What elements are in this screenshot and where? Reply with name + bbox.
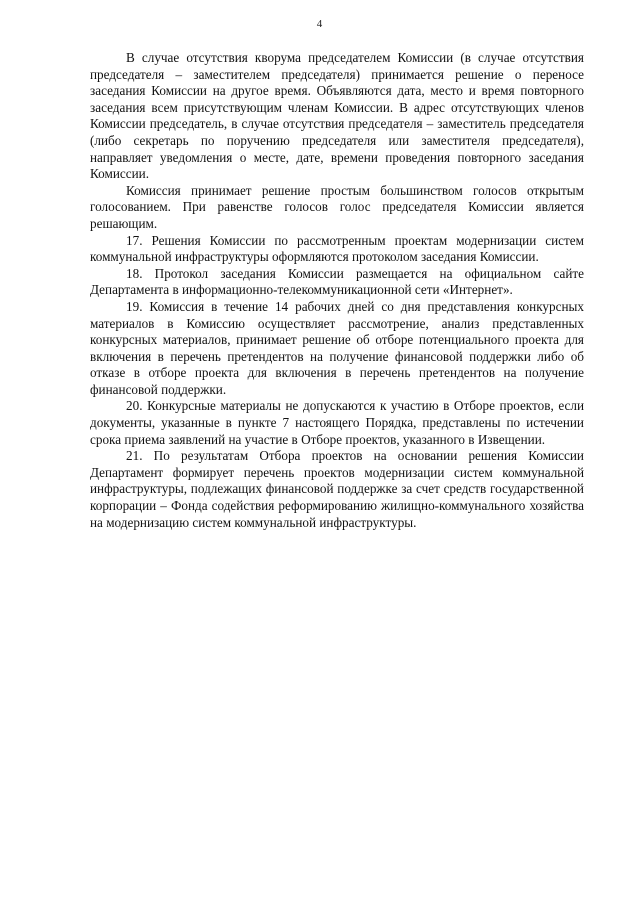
document-body: [90, 50, 584, 531]
paragraph-21-results: 21. По результатам Отбора проектов на основании решения Комиссии Департамент формирует перечень проектов модернизации систем коммунальной инфраструктуры, подлежащих финансовой поддержке за счет средств государственной корпорации – Фонда содействия реформированию жилищно-коммунального хозяйства на модернизацию систем коммунальной инфраструктуры.: [90, 448, 584, 530]
page-number: 4: [316, 18, 323, 30]
paragraph-18-protocol: 18. Протокол заседания Комиссии размещается на официальном сайте Департамента в информационно-телекоммуникационной сети «Интернет».: [90, 265, 584, 298]
paragraph-19-review: 19. Комиссия в течение 14 рабочих дней со дня представления конкурсных материалов в Комиссию осуществляет рассмотрение, анализ представленных конкурсных материалов, принимает решение об отборе потенциального проекта для включения в перечень претендентов на получение финансовой поддержки либо об отказе в отборе проекта для включения в перечень претендентов на получение финансовой поддержки.: [90, 298, 584, 397]
paragraph-voting-rule: Комиссия принимает решение простым большинством голосов открытым голосованием. При равенстве голосов голос председателя Комиссии является решающим.: [90, 182, 584, 231]
paragraph-17-decisions: 17. Решения Комиссии по рассмотренным проектам модернизации систем коммунальной инфраструктуры оформляются протоколом заседания Комиссии.: [90, 232, 584, 265]
paragraph-20-rejection: 20. Конкурсные материалы не допускаются к участию в Отборе проектов, если документы, указанные в пункте 7 настоящего Порядка, представлены по истечении срока приема заявлений на участие в Отборе проектов, указанного в Извещении.: [90, 398, 584, 447]
paragraph-quorum-absence: В случае отсутствия кворума председателем Комиссии (в случае отсутствия председателя – заместителем председателя) принимается решение о переносе заседания Комиссии на другое время. Объявляются дата, место и время повторного заседания всем присутствующим членам Комиссии. В адрес отсутствующих членов Комиссии председатель, в случае отсутствия председателя – заместитель председателя (либо секретарь по поручению председателя или заместителя председателя), направляет уведомления о месте, дате, времени проведения повторного заседания Комиссии.: [90, 50, 584, 182]
